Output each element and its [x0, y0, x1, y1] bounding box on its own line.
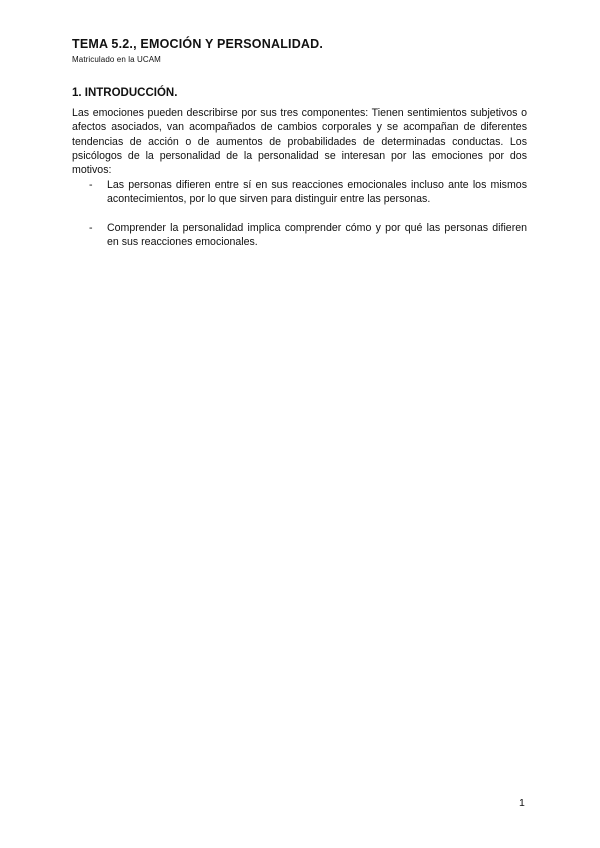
bullet-list	[72, 178, 527, 264]
intro-paragraph: Las emociones pueden describirse por sus tres componentes: Tienen sentimientos subjetivos o afectos asociados, van acompañados de cambios corporales y se acompañan de diferentes tendencias de acción o de aumentos de probabilidades de determinadas conductas. Los psicólogos de la personalidad de la personalidad se interesan por las emociones por dos motivos:	[72, 107, 527, 177]
bullet-marker: -	[89, 222, 93, 235]
bullet-text: Las personas difieren entre sí en sus reacciones emocionales incluso ante los mismos acontecimientos, por lo que sirven para distinguir entre las personas.	[107, 179, 527, 206]
section-heading: 1. INTRODUCCIÓN.	[72, 87, 178, 99]
page-number: 1	[519, 797, 525, 809]
bullet-marker: -	[89, 179, 93, 191]
bullet-text: Comprender la personalidad implica comprender cómo y por qué las personas difieren en sus reacciones emocionales.	[107, 222, 527, 249]
document-subtitle: Matriculado en la UCAM	[72, 55, 161, 64]
bullet-item	[72, 221, 527, 250]
document-title: TEMA 5.2., EMOCIÓN Y PERSONALIDAD.	[72, 37, 324, 51]
bullet-item	[72, 178, 527, 207]
